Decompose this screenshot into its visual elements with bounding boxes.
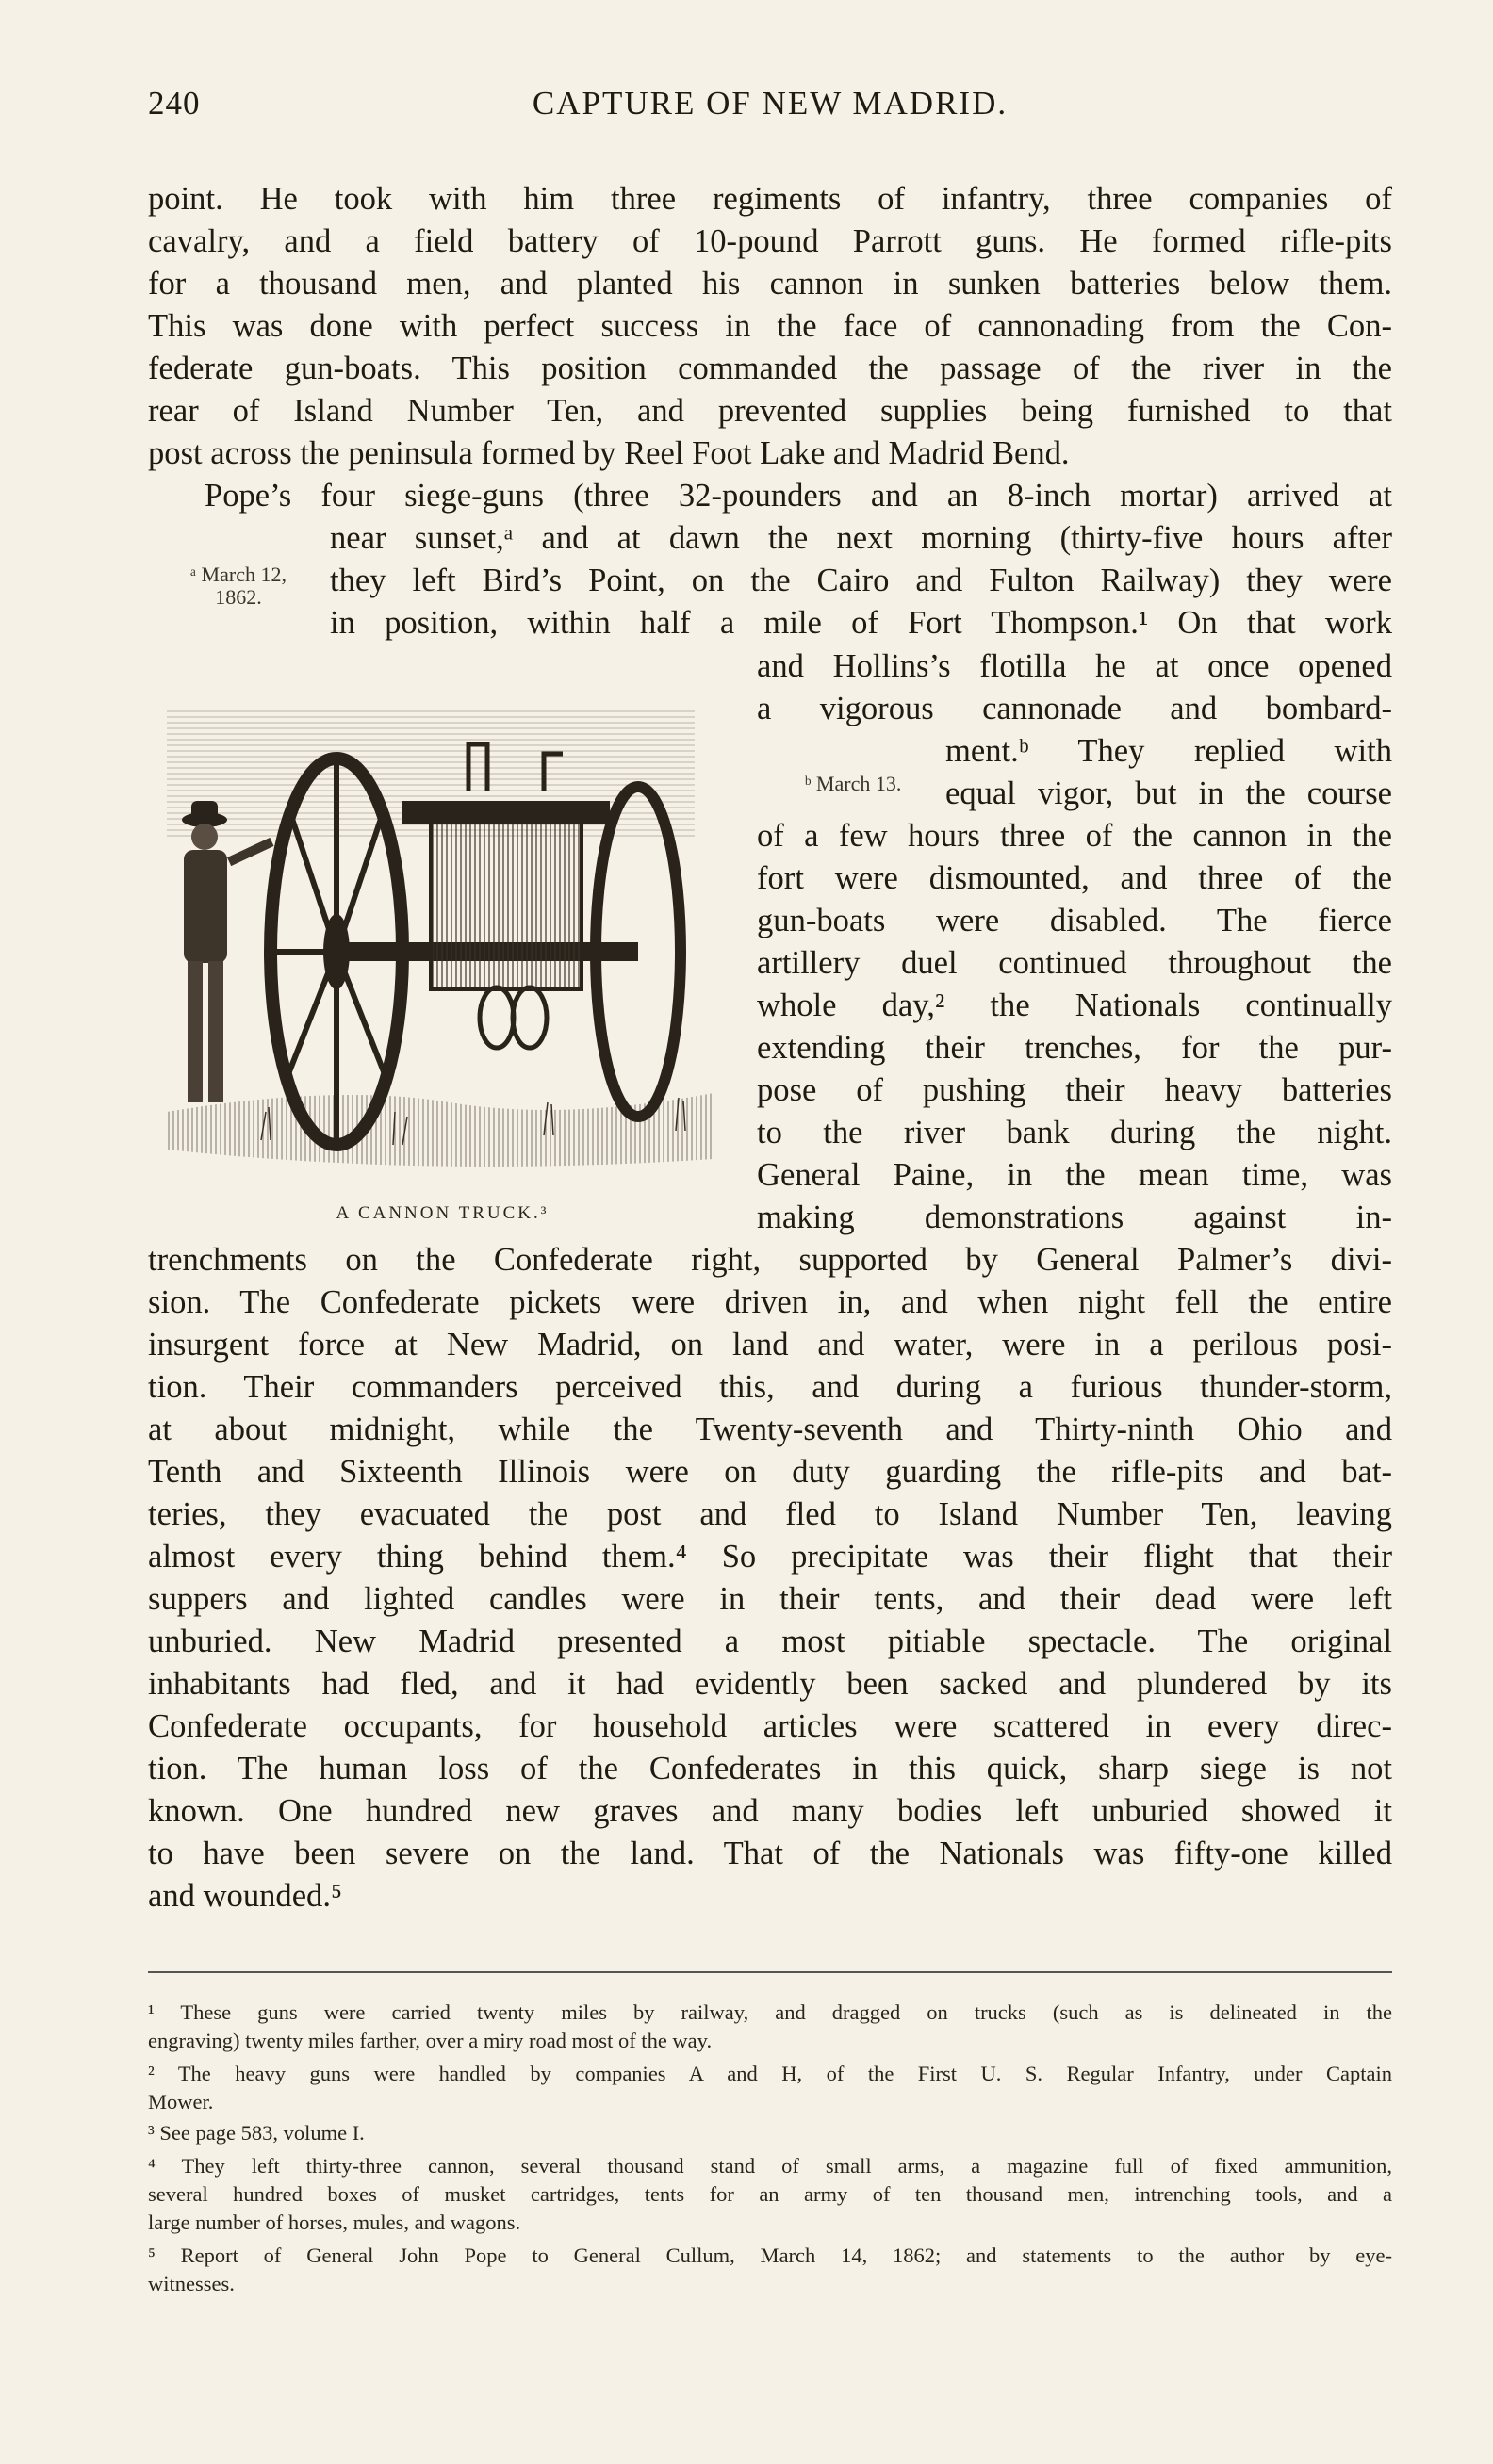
page-header [148,85,1392,132]
body-line: to the river bank during the night. [757,1115,1392,1150]
cannon-truck-engraving [148,669,737,1187]
body-line: post across the peninsula formed by Reel Foot Lake and Madrid Bend. [148,435,1070,471]
footnote-line: witnesses. [148,2272,235,2295]
body-line: they left Bird’s Point, on the Cairo and Fulton Railway) they were [330,563,1392,598]
body-line: tion. Their commanders perceived this, and during a furious thunder-storm, [148,1369,1392,1405]
body-line: extending their trenches, for the pur- [757,1030,1392,1066]
body-line: This was done with perfect success in the face of cannonading from the Con- [148,308,1392,344]
body-line: sion. The Confederate pickets were driven in, and when night fell the entire [148,1284,1392,1320]
body-line: a vigorous cannonade and bombard- [757,691,1392,726]
body-line: Tenth and Sixteenth Illinois were on duty guarding the rifle-pits and bat- [148,1454,1392,1490]
footnote-line: ⁵ Report of General John Pope to General Cullum, March 14, 1862; and statements to the author by eye- [148,2244,1392,2267]
body-line: insurgent force at New Madrid, on land and water, were in a perilous posi- [148,1327,1392,1363]
margin-note-march-13: ᵇ March 13. [804,772,902,795]
footnote-line: several hundred boxes of musket cartridges, tents for an army of ten thousand men, intrenching tools, and a [148,2182,1392,2206]
body-line: Pope’s four siege-guns (three 32-pounders and an 8-inch mortar) arrived at [205,478,1392,514]
body-line: General Paine, in the mean time, was [757,1157,1392,1193]
footnote-line: ² The heavy guns were handled by companies A and H, of the First U. S. Regular Infantry, under Captain [148,2062,1392,2085]
body-line: known. One hundred new graves and many bodies left unburied showed it [148,1793,1392,1829]
footnote-line: engraving) twenty miles farther, over a miry road most of the way. [148,2029,713,2052]
body-line: to have been severe on the land. That of the Nationals was fifty-one killed [148,1836,1392,1871]
body-line: cavalry, and a field battery of 10-pound Parrott guns. He formed rifle-pits [148,223,1392,259]
body-line: almost every thing behind them.⁴ So precipitate was their flight that their [148,1539,1392,1575]
footnote-line: ⁴ They left thirty-three cannon, several thousand stand of small arms, a magazine full of fixed ammunition, [148,2154,1392,2178]
body-line: and Hollins’s flotilla he at once opened [757,648,1392,684]
body-line: at about midnight, while the Twenty-seventh and Thirty-ninth Ohio and [148,1411,1392,1447]
footnote-line: Mower. [148,2090,214,2113]
footnote-line: large number of horses, mules, and wagons. [148,2211,521,2234]
margin-note-line: ᵃ March 12, [190,563,287,586]
footnote-rule [148,1971,1392,1973]
margin-note-line: 1862. [215,585,262,609]
body-line: for a thousand men, and planted his cannon in sunken batteries below them. [148,266,1392,302]
body-line: ment.ᵇ They replied with [945,733,1392,769]
body-line: making demonstrations against in- [757,1199,1392,1235]
body-line: trenchments on the Confederate right, supported by General Palmer’s divi- [148,1242,1392,1278]
body-line: pose of pushing their heavy batteries [757,1072,1392,1108]
margin-note-march-12 [168,563,309,609]
body-line: of a few hours three of the cannon in the [757,818,1392,854]
body-line: gun-boats were disabled. The fierce [757,903,1392,938]
body-line: and wounded.⁵ [148,1878,343,1914]
body-line: whole day,² the Nationals continually [757,987,1392,1023]
body-line: equal vigor, but in the course [945,775,1392,811]
body-line: rear of Island Number Ten, and prevented supplies being furnished to that [148,393,1392,429]
body-line: tion. The human loss of the Confederates in this quick, sharp siege is not [148,1751,1392,1787]
body-line: in position, within half a mile of Fort Thompson.¹ On that work [330,605,1392,641]
footnote-line: ³ See page 583, volume I. [148,2121,365,2145]
body-line: unburied. New Madrid presented a most pitiable spectacle. The original [148,1624,1392,1659]
body-line: fort were dismounted, and three of the [757,860,1392,896]
body-line: teries, they evacuated the post and fled to Island Number Ten, leaving [148,1496,1392,1532]
body-line: artillery duel continued throughout the [757,945,1392,981]
figure-caption: A CANNON TRUCK.³ [336,1203,550,1223]
body-line: inhabitants had fled, and it had evidently been sacked and plundered by its [148,1666,1392,1702]
body-line: Confederate occupants, for household articles were scattered in every direc- [148,1708,1392,1744]
running-title: CAPTURE OF NEW MADRID. [532,85,1009,122]
page-number: 240 [148,85,201,122]
body-line: point. He took with him three regiments of infantry, three companies of [148,181,1392,217]
footnote-line: ¹ These guns were carried twenty miles by railway, and dragged on trucks (such as is delineated in the [148,2000,1392,2024]
body-line: near sunset,ᵃ and at dawn the next morning (thirty-five hours after [330,520,1392,556]
body-line: federate gun-boats. This position commanded the passage of the river in the [148,351,1392,386]
body-line: suppers and lighted candles were in their tents, and their dead were left [148,1581,1392,1617]
